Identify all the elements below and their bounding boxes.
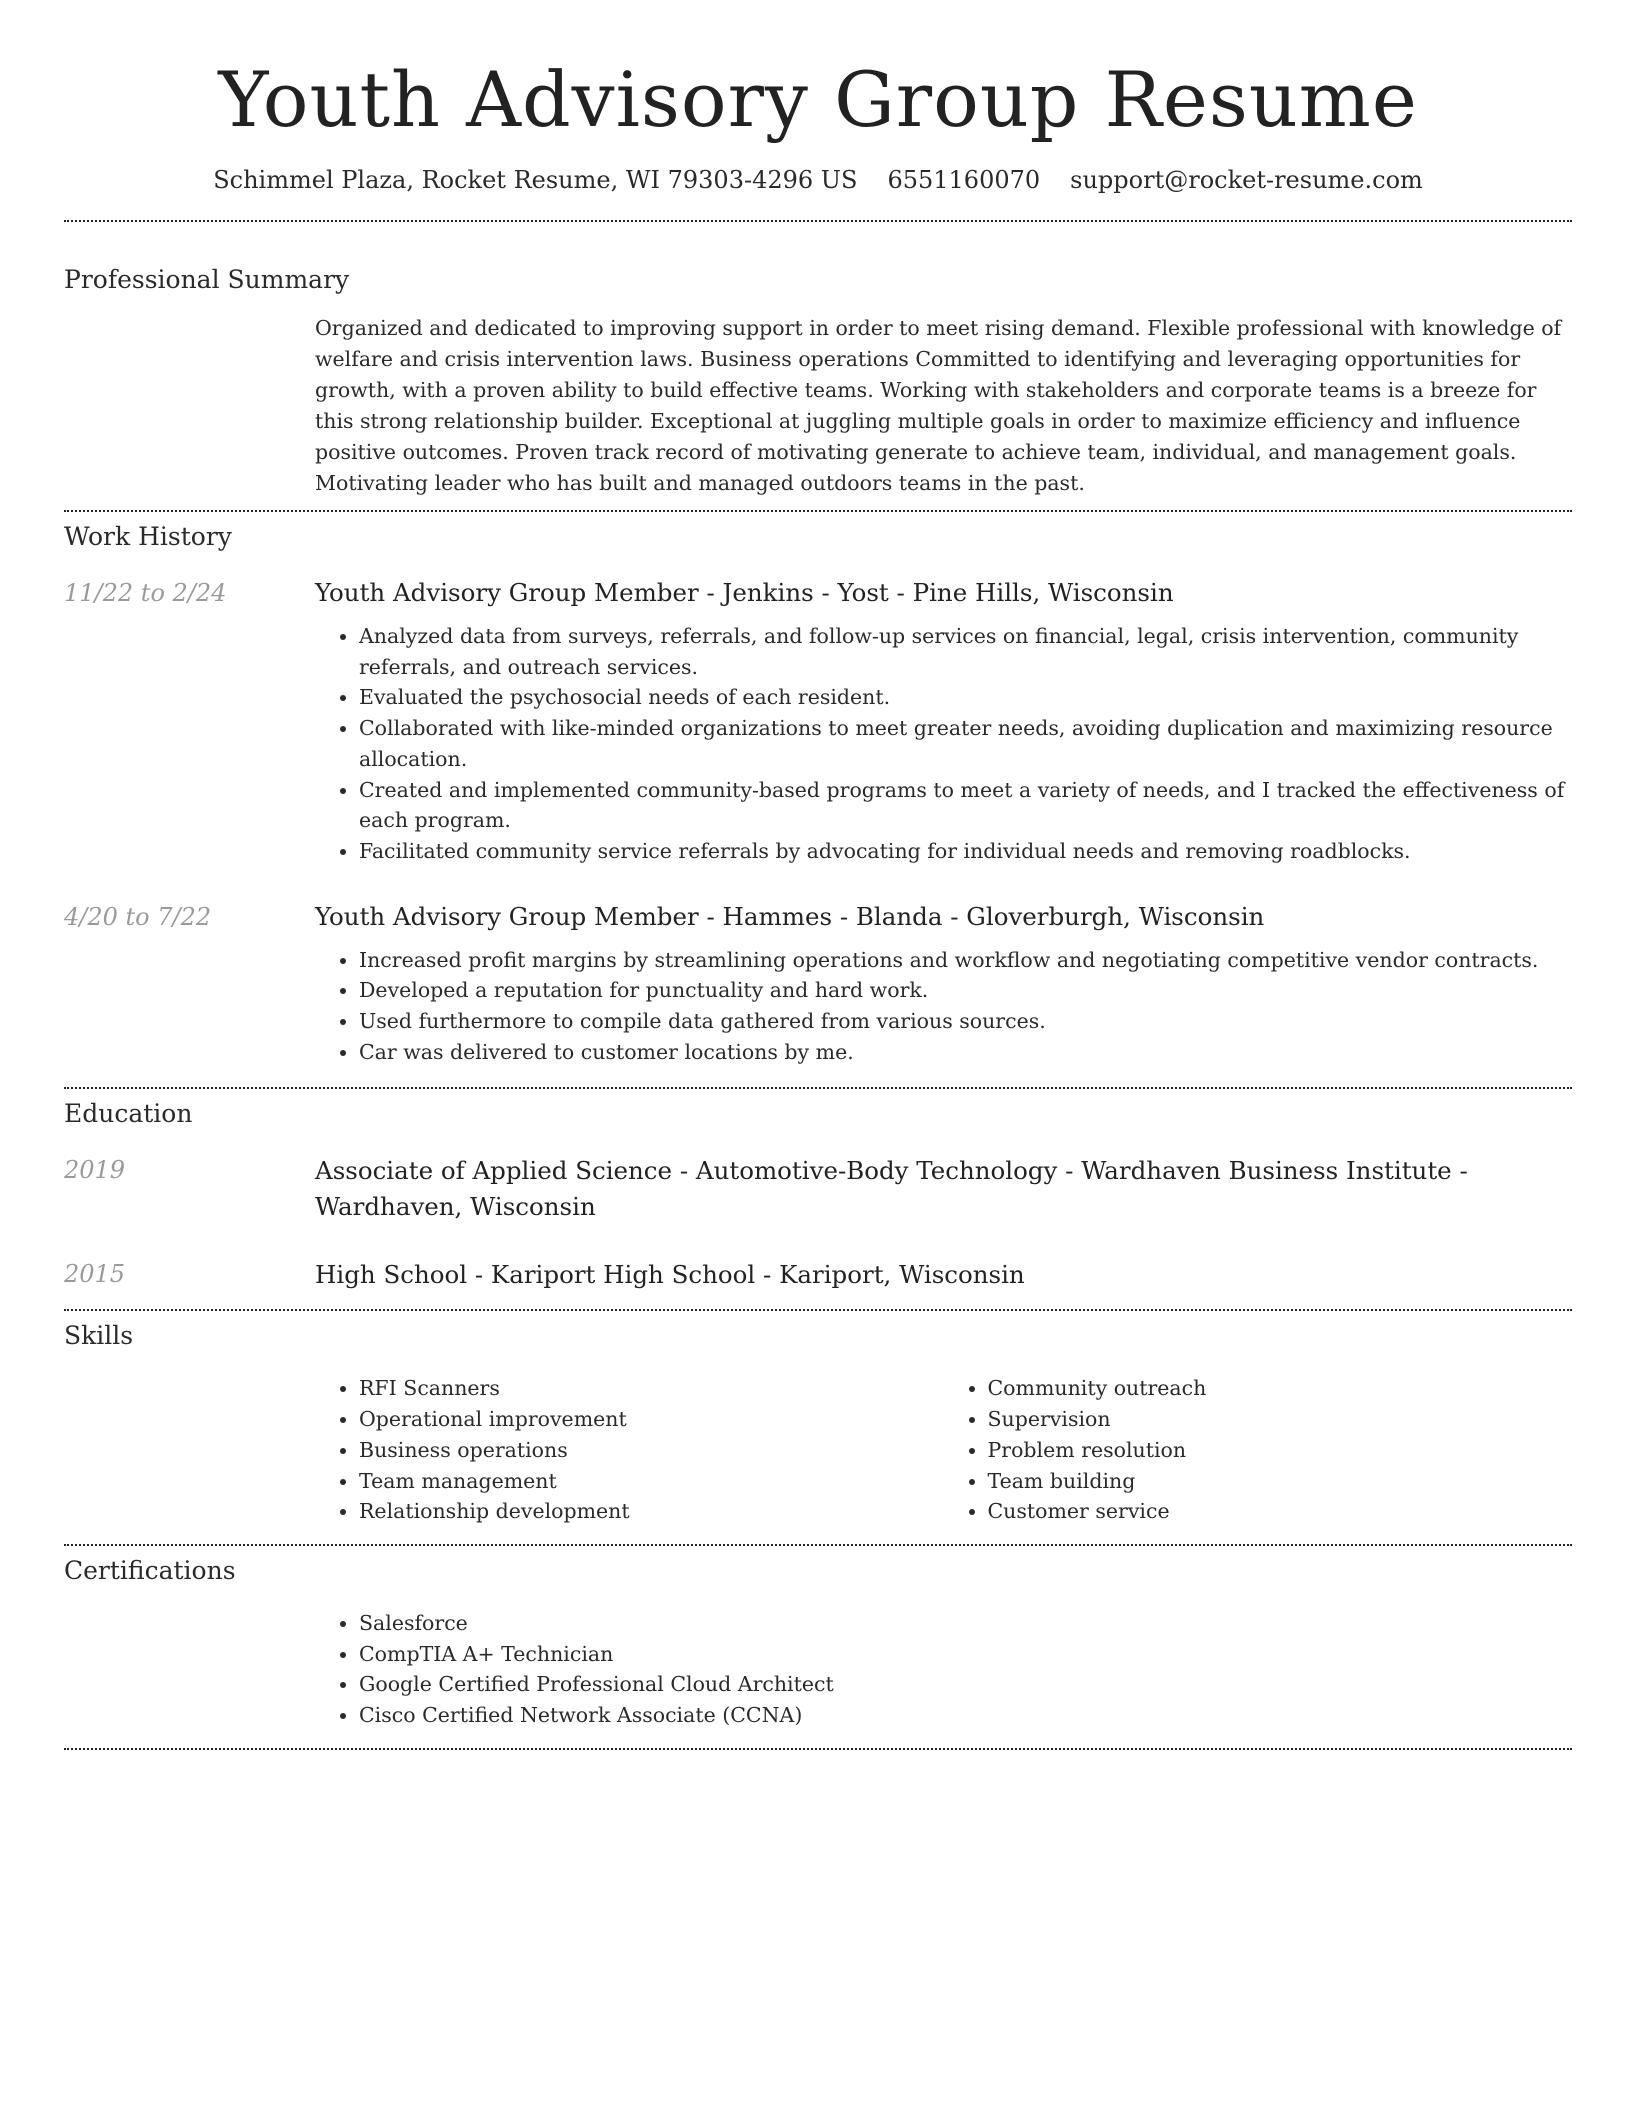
job-bullets [315,621,1572,867]
skill-item: • Team management [359,1466,944,1497]
summary-row [64,313,1572,499]
job-entry [64,900,1572,1068]
job-entry [64,576,1572,867]
contact-phone[interactable]: 6551160070 [887,166,1041,194]
job-title: Youth Advisory Group Member - Hammes - Blanda - Gloverburgh, Wisconsin [315,901,1265,931]
skills-list-right [944,1373,1573,1527]
contact-line [64,164,1572,196]
job-title: Youth Advisory Group Member - Jenkins - Yost - Pine Hills, Wisconsin [315,578,1174,607]
skills-row [64,1373,1572,1527]
job-bullet: • Car was delivered to customer locations by me. [359,1037,1572,1068]
job-bullet: • Created and implemented community-based programs to meet a variety of needs, and I tracked the effectiveness of each program. [359,775,1572,836]
job-details [315,576,1572,867]
certifications-section-title: Certifications [64,1555,236,1585]
education-text: High School - Kariport High School - Kariport, Wisconsin [315,1260,1025,1290]
education-year: 2019 [64,1156,126,1185]
job-bullets [315,945,1572,1068]
certification-item: • Cisco Certified Network Associate (CCNA) [359,1700,1572,1731]
certification-item: • Google Certified Professional Cloud Architect [359,1669,1572,1700]
contact-address: Schimmel Plaza, Rocket Resume, WI 79303-4296 US [213,166,858,194]
section-divider [64,510,1572,512]
job-dates: 11/22 to 2/24 [64,579,227,607]
skill-item: • Supervision [988,1404,1573,1435]
skills-list-left [315,1373,944,1527]
skill-item: • Problem resolution [988,1435,1573,1466]
skill-item: • Customer service [988,1496,1573,1527]
job-bullet: • Developed a reputation for punctuality and hard work. [359,975,1572,1006]
resume-name: Youth Advisory Group Resume [218,55,1418,144]
skill-item: • RFI Scanners [359,1373,944,1404]
section-divider [64,1309,1572,1311]
certifications-list [315,1608,1572,1731]
job-bullet: • Evaluated the psychosocial needs of each resident. [359,682,1572,713]
job-details [315,900,1572,1068]
summary-left-spacer [64,313,315,499]
skill-item: • Team building [988,1466,1573,1497]
skills-columns [315,1373,1572,1527]
education-year: 2015 [64,1260,126,1289]
education-text: Associate of Applied Science - Automotive-Body Technology - Wardhaven Business Institute - Wardhaven, Wisconsin [315,1156,1468,1222]
certifications-row [64,1608,1572,1731]
job-bullet: • Used furthermore to compile data gathered from various sources. [359,1006,1572,1037]
certifications-details [315,1608,1572,1731]
contact-email[interactable]: support@rocket-resume.com [1070,166,1423,194]
education-section-title: Education [64,1099,193,1129]
skill-item: • Relationship development [359,1496,944,1527]
skills-section-title: Skills [64,1321,134,1351]
skill-item: • Operational improvement [359,1404,944,1435]
skill-item: • Community outreach [988,1373,1573,1404]
certifications-left-spacer [64,1608,315,1731]
certification-item: • Salesforce [359,1608,1572,1639]
section-divider [64,1748,1572,1750]
job-bullet: • Analyzed data from surveys, referrals, and follow-up services on financial, legal, crisis intervention, community referrals, and outreach services. [359,621,1572,682]
skill-item: • Business operations [359,1435,944,1466]
job-dates: 4/20 to 7/22 [64,902,212,931]
summary-text: Organized and dedicated to improving support in order to meet rising demand. Flexible professional with knowledge of welfare and crisis intervention laws. Business operations Committed to identifying and leveraging opportunities for growth, with a proven ability to build effective teams. Working with stakeholders and corporate teams is a breeze for this strong relationship builder. Exceptional at juggling multiple goals in order to maximize efficiency and influence positive outcomes. Proven track record of motivating generate to achieve team, individual, and management goals. Motivating leader who has built and managed outdoors teams in the past. [315,316,1562,495]
section-divider [64,1087,1572,1089]
job-bullet: • Increased profit margins by streamlining operations and workflow and negotiating competitive vendor contracts. [359,945,1572,976]
job-bullet: • Facilitated community service referrals by advocating for individual needs and removing roadblocks. [359,836,1572,867]
skills-left-spacer [64,1373,315,1527]
section-divider [64,1544,1572,1546]
education-entry [64,1153,1572,1225]
certification-item: • CompTIA A+ Technician [359,1639,1572,1670]
summary-section-title: Professional Summary [64,265,350,294]
job-bullet: • Collaborated with like-minded organizations to meet greater needs, avoiding duplication and maximizing resource allocation. [359,713,1572,774]
work-section-title: Work History [64,522,232,551]
education-entry [64,1257,1572,1293]
section-divider [64,220,1572,222]
resume-content [64,0,1572,1750]
